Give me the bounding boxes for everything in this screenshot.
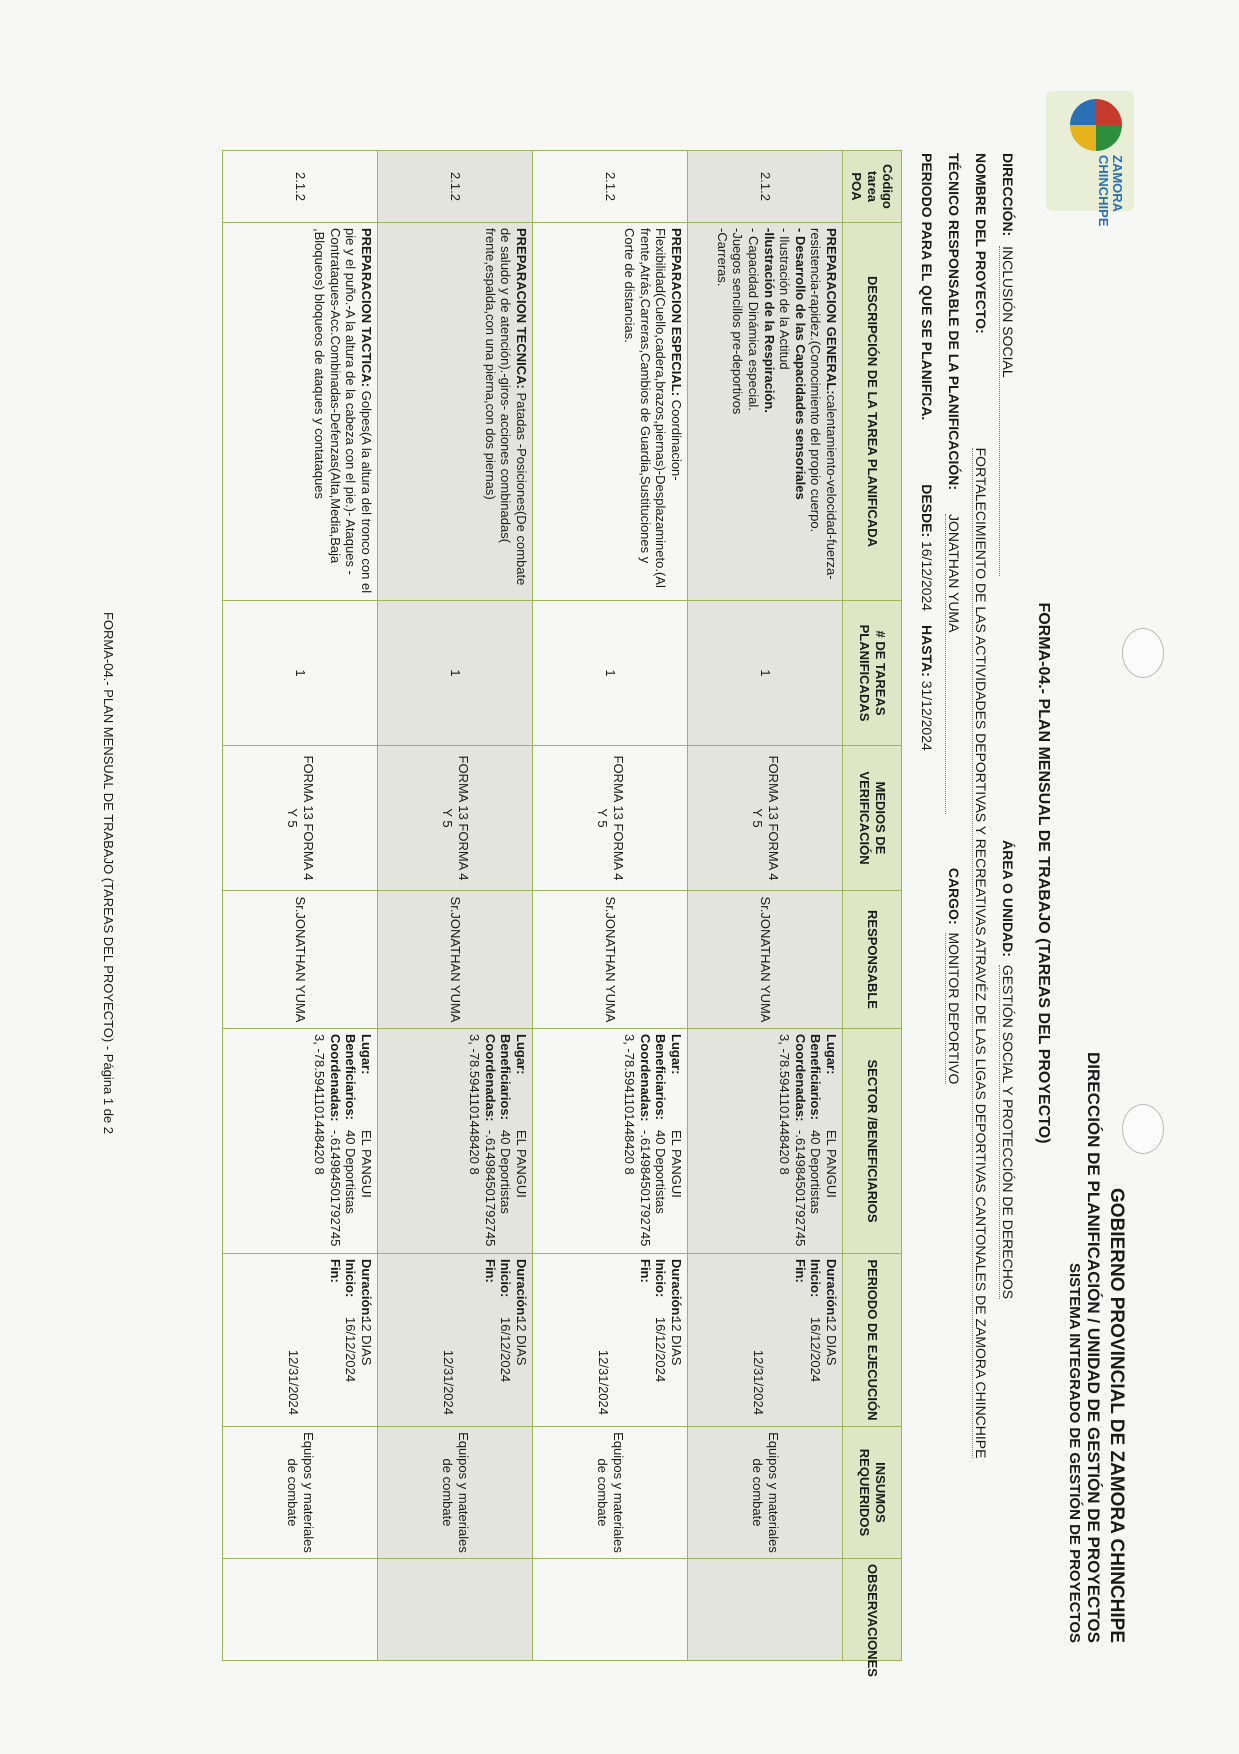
sector-beneficiaries: Lugar:EL PANGUI Beneficiarios:40 Deportistas Coordenadas:-.614984501792745 3, -78.5941101448420 8	[533, 1029, 688, 1254]
direccion-value: INCLUSIÓN SOCIAL	[999, 246, 1016, 576]
verification-means: FORMA 13 FORMA 4 Y 5	[533, 746, 688, 891]
execution-period: Duración:12 DIAS Inicio:16/12/2024 Fin: 12/31/2024	[533, 1254, 688, 1427]
task-count: 1	[533, 601, 688, 746]
col-header: # DE TAREAS PLANIFICADAS	[843, 601, 902, 746]
logo-text: ZAMORA CHINCHIPE	[1096, 155, 1125, 227]
logo	[1046, 91, 1134, 227]
hasta-value: 31/12/2024	[919, 680, 935, 751]
tecnico-value: JONATHAN YUMA	[945, 514, 962, 814]
responsible: Sr.JONATHAN YUMA	[378, 891, 533, 1029]
form-title: FORMA-04.- PLAN MENSUAL DE TRABAJO (TAREAS DEL PROYECTO)	[1035, 602, 1052, 1144]
table-header-row	[843, 151, 902, 1661]
col-header: PERIODO DE EJECUCIÓN	[843, 1254, 902, 1427]
sector-beneficiaries: Lugar:EL PANGUI Beneficiarios:40 Deportistas Coordenadas:-.614984501792745 3, -78.5941101448420 8	[688, 1029, 843, 1254]
required-supplies: Equipos y materiales de combate	[378, 1427, 533, 1559]
execution-period: Duración:12 DIAS Inicio:16/12/2024 Fin: 12/31/2024	[223, 1254, 378, 1427]
execution-period: Duración:12 DIAS Inicio:16/12/2024 Fin: 12/31/2024	[688, 1254, 843, 1427]
task-description: PREPARACION GENERAL:calentamiento-velocidad-fuerza-resistencia-rapidez.(Conocimiento del propio cuerpo. - Desarrollo de las Capacidades sensoriales - Ilustración de la Actitud -Ilustración de la Respiración. - Capacidad Dinámica especial. -Juegos sencillos pre-deportivos -Carreras.	[688, 223, 843, 601]
col-header: DESCRIPCIÓN DE LA TAREA PLANIFICADA	[843, 223, 902, 601]
sector-beneficiaries: Lugar:EL PANGUI Beneficiarios:40 Deportistas Coordenadas:-.614984501792745 3, -78.5941101448420 8	[223, 1029, 378, 1254]
task-description: PREPARACION TECNICA: Patadas -Posiciones(De combate de saludo y de atención).-giros- acciones combinadas( frente,espalda,con una pierna,con dos piernas)	[378, 223, 533, 601]
meta-row-tecnico: TÉCNICO RESPONSABLE DE LA PLANIFICACIÓN: JONATHAN YUMA CARGO: MONITOR DEPORTIVO	[946, 153, 962, 1085]
col-header: Código tarea POA	[843, 151, 902, 223]
org-name: GOBIERNO PROVINCIAL DE ZAMORA CHINCHIPE	[1106, 1188, 1127, 1643]
task-count: 1	[378, 601, 533, 746]
area-value: GESTIÓN SOCIAL Y PROTECCIÓN DE DERECHOS	[1000, 964, 1016, 1300]
responsible: Sr.JONATHAN YUMA	[223, 891, 378, 1029]
observations	[533, 1559, 688, 1661]
table-row	[378, 151, 533, 1661]
required-supplies: Equipos y materiales de combate	[223, 1427, 378, 1559]
col-header: RESPONSABLE	[843, 891, 902, 1029]
responsible: Sr.JONATHAN YUMA	[688, 891, 843, 1029]
task-code: 2.1.2	[378, 151, 533, 223]
observations	[223, 1559, 378, 1661]
execution-period: Duración:12 DIAS Inicio:16/12/2024 Fin: 12/31/2024	[378, 1254, 533, 1427]
task-code: 2.1.2	[223, 151, 378, 223]
verification-means: FORMA 13 FORMA 4 Y 5	[378, 746, 533, 891]
verification-means: FORMA 13 FORMA 4 Y 5	[223, 746, 378, 891]
col-header: OBSERVACIONES	[843, 1559, 902, 1661]
page-footer: FORMA-04.- PLAN MENSUAL DE TRABAJO (TAREAS DEL PROYECTO) - Página 1 de 2	[101, 611, 116, 1135]
verification-means: FORMA 13 FORMA 4 Y 5	[688, 746, 843, 891]
table-row	[223, 151, 378, 1661]
required-supplies: Equipos y materiales de combate	[688, 1427, 843, 1559]
meta-row-periodo: PERIODO PARA EL QUE SE PLANIFICA. DESDE: 16/12/2024 HASTA: 31/12/2024	[919, 153, 935, 751]
col-header: SECTOR /BENEFICIARIOS	[843, 1029, 902, 1254]
task-description: PREPARACION ESPECIAL: Coordinacion-Flexibilidad(Cuello,cadera,brazos,piernas)-Desplazamineto.(Al frente,Atrás,Carreras,Cambios de Guardia,Sustituciones y Corte de distancias.	[533, 223, 688, 601]
system-name: SISTEMA INTEGRADO DE GESTIÓN DE PROYECTOS	[1066, 1262, 1083, 1643]
task-code: 2.1.2	[688, 151, 843, 223]
observations	[378, 1559, 533, 1661]
dept-name: DIRECCIÓN DE PLANIFICACIÓN / UNIDAD DE GESTIÓN DE PROYECTOS	[1084, 1052, 1104, 1643]
table-row	[533, 151, 688, 1661]
rotated-form-sheet	[84, 63, 1134, 1683]
desde-value: 16/12/2024	[919, 541, 935, 612]
institution-header	[1064, 1052, 1128, 1643]
cargo-value: MONITOR DEPORTIVO	[946, 932, 962, 1085]
required-supplies: Equipos y materiales de combate	[533, 1427, 688, 1559]
tasks-table	[222, 150, 902, 1677]
task-count: 1	[223, 601, 378, 746]
task-description: PREPARACION TACTICA: Golpes(A la altura del tronco con el pie y el puño.-A la altura de la cabeza con el pie.)- Ataques -Contrataques-Acc.Combinadas-Defenzas(Alta,Media,Baja ,Bloqueos) bloqueos de ataques y contataques	[223, 223, 378, 601]
proyecto-value: FORTALECIMIENTO DE LAS ACTIVIDADES DEPORTIVAS Y RECREATIVAS ATRAVÉZ DE LAS LIGAS DEPORTIVAS CANTONALES DE ZAMORA CHINCHIPE	[973, 447, 989, 1459]
table-row	[688, 151, 843, 1661]
task-count: 1	[688, 601, 843, 746]
logo-emblem-icon	[1070, 99, 1122, 151]
meta-row-direccion: DIRECCIÓN: INCLUSIÓN SOCIAL ÁREA O UNIDAD: GESTIÓN SOCIAL Y PROTECCIÓN DE DERECHOS	[1000, 153, 1016, 1300]
meta-row-proyecto: NOMBRE DEL PROYECTO: FORTALECIMIENTO DE LAS ACTIVIDADES DEPORTIVAS Y RECREATIVAS ATRAVÉZ DE LAS LIGAS DEPORTIVAS CANTONALES DE ZAMORA CHINCHIPE	[973, 153, 989, 1459]
col-header: INSUMOS REQUERIDOS	[843, 1427, 902, 1559]
responsible: Sr.JONATHAN YUMA	[533, 891, 688, 1029]
observations	[688, 1559, 843, 1661]
col-header: MEDIOS DE VERIFICACIÓN	[843, 746, 902, 891]
task-code: 2.1.2	[533, 151, 688, 223]
sector-beneficiaries: Lugar:EL PANGUI Beneficiarios:40 Deportistas Coordenadas:-.614984501792745 3, -78.5941101448420 8	[378, 1029, 533, 1254]
